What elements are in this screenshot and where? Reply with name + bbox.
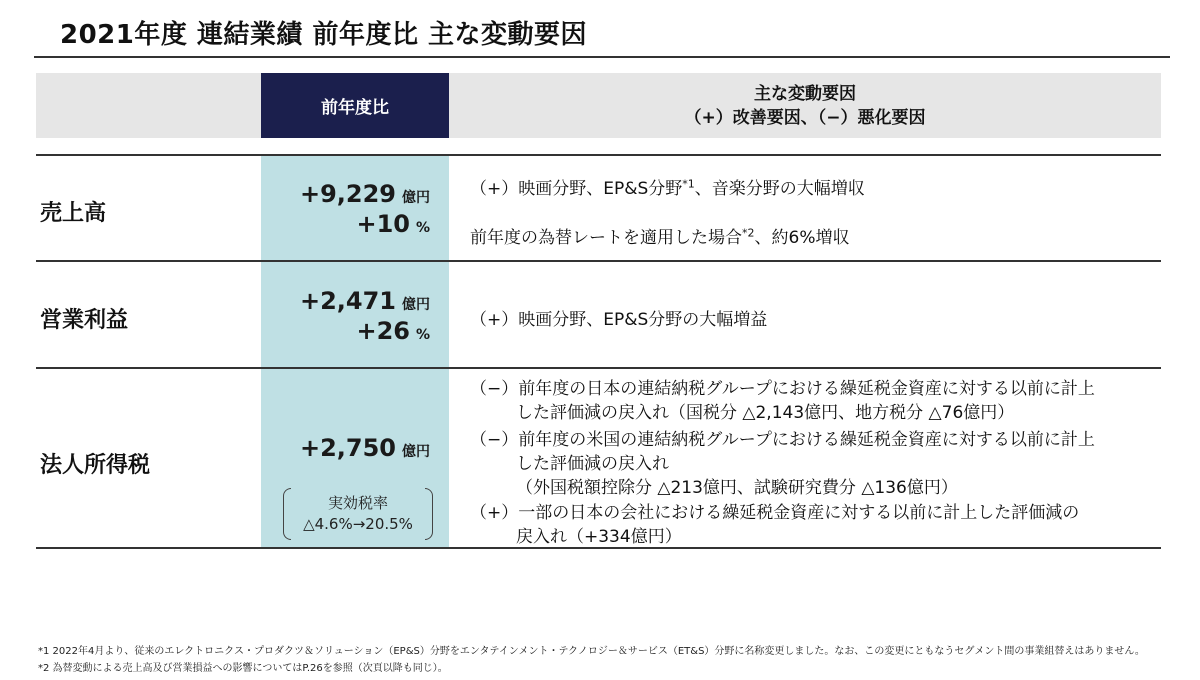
bracket-left [283,488,291,540]
tax-factor-line: （+）一部の日本の会社における繰延税金資産に対する以前に計上した評価減の [470,503,1080,523]
footnote-ref: *2 [742,226,755,240]
tax-factor-line: （−）前年度の日本の連結納税グループにおける繰延税金資産に対する以前に計上 [470,379,1095,399]
title-divider [34,56,1170,58]
operating-income-amount-value: +2,471 [299,287,396,315]
effective-tax-rate-label: 実効税率 [327,494,388,512]
sales-factor-2-text: 前年度の為替レートを適用した場合 [470,228,742,248]
row-label-operating-income: 営業利益 [40,308,129,333]
tax-factor-line: した評価減の戻入れ [516,454,669,474]
sales-factor-2 [470,223,849,248]
header-yoy-label: 前年度比 [321,98,389,118]
row-divider [36,154,1161,156]
sales-amount [300,180,430,208]
header-factors-title: 主な変動要因 [754,83,856,104]
operating-income-amount-unit: 億円 [402,297,430,313]
income-taxes-amount-unit: 億円 [402,444,430,460]
tax-factor-line: （外国税額控除分 △213億円、試験研究費分 △136億円） [516,478,958,498]
row-divider [36,547,1161,549]
operating-income-factor-1: （+）映画分野、EP&S分野の大幅増益 [470,310,768,330]
operating-income-percent-unit: % [415,327,430,343]
tax-factor-line: （−）前年度の米国の連結納税グループにおける繰延税金資産に対する以前に計上 [470,430,1095,450]
page-title: 2021年度 連結業績 前年度比 主な変動要因 [60,20,588,50]
sales-factor-1 [470,174,865,199]
sales-amount-unit: 億円 [402,190,430,206]
effective-tax-rate-box [283,488,433,540]
sales-factor-1-text-end: 、音楽分野の大幅増収 [694,179,865,199]
footnote-ref: *1 [682,177,695,191]
row-label-income-taxes: 法人所得税 [40,453,151,478]
header-yoy [261,73,449,138]
row-divider [36,260,1161,262]
footnote-2: *2 為替変動による売上高及び営業損益への影響についてはP.26を参照（次頁以降も同じ）。 [38,663,448,674]
header-factors-legend: （+）改善要因、（−）悪化要因 [684,107,926,128]
income-taxes-amount [300,434,430,462]
sales-percent-unit: % [415,220,430,236]
operating-income-amount [300,287,430,315]
income-taxes-amount-value: +2,750 [299,434,396,462]
tax-factor-line: した評価減の戻入れ（国税分 △2,143億円、地方税分 △76億円） [516,403,1015,423]
sales-percent [356,210,430,238]
effective-tax-rate-value: △4.6%→20.5% [303,515,413,533]
operating-income-percent-value: +26 [356,317,410,345]
operating-income-percent [356,317,430,345]
sales-factor-1-text: （+）映画分野、EP&S分野 [470,179,683,199]
sales-amount-value: +9,229 [299,180,396,208]
footnote-1: *1 2022年4月より、従来のエレクトロニクス・プロダクツ＆ソリューション（EP&S）分野をエンタテインメント・テクノロジー＆サービス（ET&S）分野に名称変更しました。なお、この変更にともなうセグメント間の事業組替えはありません。 [38,646,1145,657]
header-factors [449,73,1161,138]
row-divider [36,367,1161,369]
bracket-right [425,488,433,540]
row-label-sales: 売上高 [40,201,107,226]
sales-percent-value: +10 [356,210,410,238]
sales-factor-2-text-end: 、約6%増収 [754,228,850,248]
tax-factor-line: 戻入れ（+334億円） [516,527,682,547]
